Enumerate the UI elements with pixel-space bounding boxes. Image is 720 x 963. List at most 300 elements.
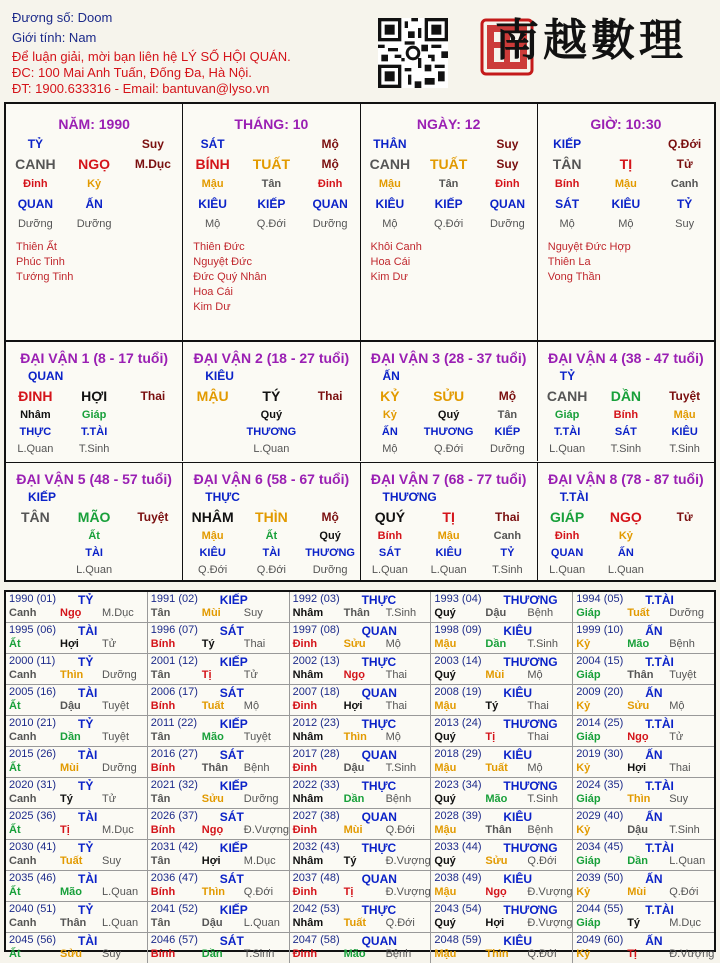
dai-van-can: TÂN xyxy=(20,509,50,525)
dai-van-cell[interactable] xyxy=(6,342,183,461)
dai-van-cell[interactable] xyxy=(183,463,360,582)
pillar-cell: Bính xyxy=(554,178,580,190)
dai-van-hidden-row xyxy=(361,406,537,423)
year-label: 2049 (60) xyxy=(576,934,624,946)
pillar-cell: Mộ xyxy=(321,137,339,151)
year-row xyxy=(6,933,714,963)
pillar-title: GIỜ: 10:30 xyxy=(590,116,662,132)
year-star: KIÊU xyxy=(503,810,533,824)
year-cell[interactable] xyxy=(573,716,714,746)
year-life: Thai xyxy=(385,669,407,681)
year-star: THƯƠNG xyxy=(503,593,558,607)
year-can: Đinh xyxy=(292,638,318,650)
year-cell[interactable] xyxy=(290,685,432,715)
phone-email-line[interactable]: ĐT: 1900.633316 - Email: bantuvan@lyso.vn xyxy=(12,81,270,96)
dai-van-cell[interactable] xyxy=(6,463,183,582)
star-item: Nguyệt Đức xyxy=(193,256,252,268)
year-cell[interactable] xyxy=(431,685,573,715)
dai-van-chi: NGỌ xyxy=(609,509,642,525)
year-star: QUAN xyxy=(361,872,397,886)
year-life: Mộ xyxy=(385,731,401,743)
dai-van-chi: HỢI xyxy=(81,388,108,404)
year-cell[interactable] xyxy=(6,716,148,746)
year-cell[interactable] xyxy=(290,809,432,839)
year-cell[interactable] xyxy=(290,747,432,777)
dai-van-chi: TỊ xyxy=(442,509,455,525)
year-life: Bệnh xyxy=(385,793,412,805)
year-star: ẤN xyxy=(645,872,663,886)
year-can: Mậu xyxy=(434,824,457,836)
year-cell[interactable] xyxy=(573,871,714,901)
year-life: Suy xyxy=(669,793,689,805)
pillar-column xyxy=(361,104,538,340)
dai-van-cell[interactable] xyxy=(361,463,538,582)
year-can: Giáp xyxy=(576,607,601,619)
dai-van-life: Tử xyxy=(676,510,693,524)
dai-van-life: Thai xyxy=(317,389,343,403)
year-cell[interactable] xyxy=(573,623,714,653)
address-line: ĐC: 100 Mai Anh Tuấn, Đống Đa, Hà Nội. xyxy=(12,65,252,80)
dai-van-chi: DẦN xyxy=(610,388,642,404)
year-label: 1999 (10) xyxy=(576,624,624,636)
year-life: Tuyệt xyxy=(102,700,130,712)
year-cell[interactable] xyxy=(431,592,573,622)
year-chi: Tị xyxy=(343,886,354,898)
year-chi: Tuất xyxy=(343,917,366,929)
year-chi: Sửu xyxy=(485,855,508,867)
year-cell[interactable] xyxy=(148,747,290,777)
pillar-cell: THÂN xyxy=(373,137,407,151)
year-cell[interactable] xyxy=(6,809,148,839)
year-can: Ất xyxy=(9,762,21,774)
year-star: THỰC xyxy=(361,717,397,731)
dai-van-hidden-row xyxy=(361,423,537,440)
year-star: T.TÀI xyxy=(645,655,674,669)
year-cell[interactable] xyxy=(573,592,714,622)
year-star: THƯƠNG xyxy=(503,779,558,793)
year-chi: Tị xyxy=(201,669,212,681)
year-life: T.Sinh xyxy=(527,638,558,650)
year-star: KIÊU xyxy=(503,624,533,638)
year-row xyxy=(6,840,714,871)
dai-van-hidden: Quý xyxy=(437,408,460,421)
year-life: Suy xyxy=(102,948,121,960)
pillar-cell: KIẾP xyxy=(257,197,286,211)
dai-van-hidden: KIÊU xyxy=(199,546,226,559)
pillar-cell: TUẤT xyxy=(429,156,468,172)
qr-code-icon[interactable] xyxy=(378,18,448,88)
pillar-cell: CANH xyxy=(15,156,56,172)
year-star: SÁT xyxy=(219,686,244,700)
year-chi: Hợi xyxy=(201,855,221,867)
year-life: Thai xyxy=(527,700,549,712)
year-can: Giáp xyxy=(576,855,601,867)
year-chi: Dần xyxy=(201,948,223,960)
year-cell[interactable] xyxy=(573,747,714,777)
year-label: 1998 (09) xyxy=(434,624,482,636)
dai-van-hidden: L.Quan xyxy=(76,563,113,576)
year-cell[interactable] xyxy=(148,592,290,622)
dai-van-hidden-row xyxy=(538,544,714,561)
pillar-cell: Mộ xyxy=(382,218,398,230)
year-label: 2026 (37) xyxy=(150,810,198,822)
pillar-row xyxy=(538,214,714,234)
year-life: Mộ xyxy=(243,700,260,712)
dai-van-hidden-row xyxy=(183,544,359,561)
year-life: Mộ xyxy=(385,638,401,650)
year-label: 1990 (01) xyxy=(9,593,57,605)
year-can: Mậu xyxy=(434,762,457,774)
year-life: Q.Đới xyxy=(527,855,557,867)
year-star: THƯƠNG xyxy=(503,717,558,731)
year-can: Quý xyxy=(434,917,456,929)
year-cell[interactable] xyxy=(290,840,432,870)
dai-van-hidden: Giáp xyxy=(554,408,580,421)
year-can: Nhâm xyxy=(292,793,324,805)
pillar-row xyxy=(6,194,182,214)
dai-van-hidden: Dưỡng xyxy=(489,442,525,455)
year-cell[interactable] xyxy=(148,902,290,932)
dai-van-chi: SỬU xyxy=(433,388,465,404)
year-can: Mậu xyxy=(434,948,457,960)
year-label: 1993 (04) xyxy=(434,593,482,605)
year-can: Ất xyxy=(9,948,21,960)
pillar-cell: Tân xyxy=(438,178,459,190)
year-life: Suy xyxy=(102,855,121,867)
pillar-stars xyxy=(361,240,537,285)
year-chi: Dậu xyxy=(627,824,648,836)
year-chi: Tý xyxy=(201,638,215,650)
dai-van-star-row xyxy=(538,487,714,507)
year-cell[interactable] xyxy=(148,871,290,901)
year-chi: Mão xyxy=(485,793,508,805)
year-cell[interactable] xyxy=(148,809,290,839)
year-can: Kỷ xyxy=(576,948,591,960)
year-label: 2032 (43) xyxy=(292,841,340,853)
year-cell[interactable] xyxy=(431,809,573,839)
year-life: Tử xyxy=(669,731,684,743)
year-label: 2002 (13) xyxy=(292,655,340,667)
year-cell[interactable] xyxy=(573,933,714,963)
pillar-row xyxy=(183,174,359,194)
year-life: T.Sinh xyxy=(385,762,417,774)
year-life: Dưỡng xyxy=(669,607,704,619)
dai-van-hidden: Tân xyxy=(497,408,518,421)
year-cell[interactable] xyxy=(290,654,432,684)
dai-van-cell[interactable] xyxy=(538,342,714,461)
year-cell[interactable] xyxy=(6,623,148,653)
year-star: SÁT xyxy=(219,624,244,638)
year-chi: Dần xyxy=(343,793,365,805)
year-cell[interactable] xyxy=(431,902,573,932)
year-cell[interactable] xyxy=(148,623,290,653)
year-star: THỰC xyxy=(361,903,397,917)
pillar-stars xyxy=(6,240,182,285)
year-label: 2047 (58) xyxy=(292,934,340,946)
header xyxy=(0,0,720,100)
year-can: Bính xyxy=(150,638,176,650)
dai-van-hidden-row xyxy=(361,544,537,561)
year-can: Bính xyxy=(150,700,176,712)
dai-van-hidden: TÀI xyxy=(262,546,281,559)
year-chi: Thân xyxy=(201,762,229,774)
pillar-cell: QUAN xyxy=(17,197,54,211)
pillar-cell: QUAN xyxy=(312,197,348,211)
pillar-row xyxy=(6,154,182,174)
year-star: THƯƠNG xyxy=(503,903,558,917)
annual-luck-table xyxy=(4,590,716,960)
pillar-row xyxy=(183,154,359,174)
dai-van-hidden: Kỷ xyxy=(618,529,633,542)
year-chi: Thân xyxy=(343,607,370,619)
pillar-cell: ẤN xyxy=(85,197,103,211)
year-life: Q.Đới xyxy=(385,917,415,929)
pillar-cell: TỶ xyxy=(27,137,44,151)
year-cell[interactable] xyxy=(6,778,148,808)
year-label: 2017 (28) xyxy=(292,748,340,760)
star-item: Vong Thần xyxy=(547,271,601,283)
pillar-cell: Mậu xyxy=(614,178,637,190)
year-row xyxy=(6,685,714,716)
year-chi: Dậu xyxy=(201,917,223,929)
dai-van-hidden-row xyxy=(183,561,359,578)
year-cell[interactable] xyxy=(573,654,714,684)
year-star: KIÊU xyxy=(503,872,533,886)
dai-van-life: Mộ xyxy=(498,389,517,403)
star-item: Đức Quý Nhân xyxy=(193,271,267,283)
year-cell[interactable] xyxy=(290,871,432,901)
year-can: Giáp xyxy=(576,669,601,681)
year-label: 2014 (25) xyxy=(576,717,624,729)
year-cell[interactable] xyxy=(431,716,573,746)
year-life: T.Sinh xyxy=(669,824,700,836)
year-can: Tân xyxy=(150,607,171,619)
pillar-cell: Mộ xyxy=(618,218,634,230)
dai-van-cell[interactable] xyxy=(538,463,714,582)
year-cell[interactable] xyxy=(148,933,290,963)
year-cell[interactable] xyxy=(431,778,573,808)
pillar-cell: Tử xyxy=(676,157,693,171)
year-cell[interactable] xyxy=(6,902,148,932)
pillar-title: THÁNG: 10 xyxy=(234,116,309,132)
year-can: Ất xyxy=(9,824,21,836)
year-label: 2027 (38) xyxy=(292,810,340,822)
dai-van-hidden: Q.Đới xyxy=(434,442,464,455)
year-cell[interactable] xyxy=(148,685,290,715)
year-label: 2007 (18) xyxy=(292,686,340,698)
pillar-cell: KIÊU xyxy=(198,197,227,211)
pillar-stars xyxy=(183,240,359,315)
year-star: THỰC xyxy=(361,779,397,793)
year-life: Tử xyxy=(102,793,117,805)
year-label: 2025 (36) xyxy=(9,810,57,822)
year-cell[interactable] xyxy=(6,933,148,963)
year-can: Giáp xyxy=(576,793,601,805)
year-chi: Tý xyxy=(60,793,73,805)
dai-van-life: Thai xyxy=(495,510,520,524)
year-cell[interactable] xyxy=(290,716,432,746)
year-cell[interactable] xyxy=(431,840,573,870)
dai-van-hidden-row xyxy=(361,527,537,544)
dai-van-title: ĐẠI VẬN 2 (18 - 27 tuổi) xyxy=(193,350,350,366)
pillar-title: NĂM: 1990 xyxy=(58,116,130,132)
year-label: 1994 (05) xyxy=(576,593,624,605)
year-cell[interactable] xyxy=(573,809,714,839)
year-life: Đ.Vượng xyxy=(527,886,573,898)
year-label: 1997 (08) xyxy=(292,624,340,636)
pillar-cell: Mộ xyxy=(559,218,575,230)
year-row xyxy=(6,623,714,654)
year-life: M.Dục xyxy=(102,607,134,619)
year-cell[interactable] xyxy=(431,623,573,653)
year-cell[interactable] xyxy=(6,592,148,622)
year-can: Kỷ xyxy=(576,638,591,650)
dai-van-hidden: L.Quan xyxy=(371,563,408,576)
year-cell[interactable] xyxy=(431,933,573,963)
pillar-cell: Q.Đới xyxy=(256,218,286,230)
year-cell[interactable] xyxy=(6,747,148,777)
year-label: 2013 (24) xyxy=(434,717,482,729)
year-can: Kỷ xyxy=(576,824,591,836)
year-cell[interactable] xyxy=(431,747,573,777)
year-star: THỰC xyxy=(361,593,397,607)
year-star: T.TÀI xyxy=(645,841,674,855)
dai-van-hidden: Bính xyxy=(377,529,403,542)
year-label: 2044 (55) xyxy=(576,903,624,915)
pillar-cell: NGỌ xyxy=(78,156,111,172)
year-cell[interactable] xyxy=(431,871,573,901)
year-cell[interactable] xyxy=(573,840,714,870)
year-label: 2038 (49) xyxy=(434,872,482,884)
year-cell[interactable] xyxy=(573,778,714,808)
dai-van-hidden: L.Quan xyxy=(17,442,54,455)
dai-van-hidden-row xyxy=(183,423,359,440)
year-chi: Sửu xyxy=(60,948,83,960)
year-cell[interactable] xyxy=(290,623,432,653)
year-cell[interactable] xyxy=(573,902,714,932)
year-life: Q.Đới xyxy=(527,948,557,960)
dai-van-hidden: THƯƠNG xyxy=(423,425,474,438)
year-cell[interactable] xyxy=(290,933,432,963)
pillar-cell: Suy xyxy=(496,157,519,171)
year-chi: Tị xyxy=(627,948,637,960)
year-star: SÁT xyxy=(219,810,244,824)
pillar-row xyxy=(6,214,182,234)
year-cell[interactable] xyxy=(148,654,290,684)
dai-van-hidden: T.Sinh xyxy=(78,442,110,455)
year-row xyxy=(6,809,714,840)
year-life: Đ.Vượng xyxy=(669,948,715,960)
year-cell[interactable] xyxy=(6,654,148,684)
dai-van-cell[interactable] xyxy=(361,342,538,461)
year-life: Bệnh xyxy=(385,948,412,960)
year-chi: Thân xyxy=(627,669,654,681)
year-can: Giáp xyxy=(576,917,601,929)
dai-van-hidden-row xyxy=(538,527,714,544)
year-star: SÁT xyxy=(219,934,244,948)
year-cell[interactable] xyxy=(6,685,148,715)
dai-van-hidden: THỰC xyxy=(19,425,52,438)
year-chi: Thìn xyxy=(485,948,509,960)
year-chi: Hợi xyxy=(343,700,363,712)
dai-van-star-row xyxy=(6,487,182,507)
dai-van-main-row xyxy=(538,386,714,406)
year-label: 2016 (27) xyxy=(150,748,198,760)
year-star: QUAN xyxy=(361,934,397,948)
year-label: 2011 (22) xyxy=(150,717,198,729)
pillar-cell: Mậu xyxy=(378,178,401,190)
pillar-cell: SÁT xyxy=(200,137,225,151)
dai-van-cell[interactable] xyxy=(183,342,360,461)
year-star: TỶ xyxy=(78,779,94,793)
year-cell[interactable] xyxy=(573,685,714,715)
year-label: 2039 (50) xyxy=(576,872,624,884)
year-label: 2041 (52) xyxy=(150,903,198,915)
year-can: Ất xyxy=(9,638,21,650)
pillar-cell: Kỷ xyxy=(87,178,102,190)
year-life: M.Dục xyxy=(669,917,701,929)
year-life: Mộ xyxy=(669,700,685,712)
year-life: Bệnh xyxy=(527,824,554,836)
dai-van-hidden: T.TÀI xyxy=(80,425,108,438)
dai-van-can: CANH xyxy=(546,388,588,404)
year-star: TÀI xyxy=(78,748,98,762)
year-can: Nhâm xyxy=(292,731,324,743)
pillar-cell: Mộ xyxy=(204,218,221,230)
year-cell[interactable] xyxy=(290,902,432,932)
year-cell[interactable] xyxy=(6,840,148,870)
year-star: SÁT xyxy=(219,872,244,886)
year-cell[interactable] xyxy=(148,840,290,870)
pillar-cell: KIẾP xyxy=(553,137,582,151)
year-life: Đ.Vượng xyxy=(243,824,289,836)
pillar-row xyxy=(183,134,359,154)
year-can: Bính xyxy=(150,886,176,898)
year-cell[interactable] xyxy=(148,716,290,746)
year-chi: Tuất xyxy=(60,855,83,867)
dai-van-hidden-row xyxy=(6,544,182,561)
pillar-cell: Dưỡng xyxy=(312,218,348,230)
dai-van-hidden: Quý xyxy=(260,408,283,421)
year-row xyxy=(6,871,714,902)
dai-van-hidden: L.Quan xyxy=(549,563,586,576)
year-cell[interactable] xyxy=(148,778,290,808)
pillar-cell: Suy xyxy=(675,218,695,230)
year-life: Thai xyxy=(527,731,549,743)
year-can: Canh xyxy=(9,669,37,681)
year-cell[interactable] xyxy=(431,654,573,684)
dai-van-hidden: Dưỡng xyxy=(312,563,348,576)
year-cell[interactable] xyxy=(290,592,432,622)
dai-van-hidden: Q.Đới xyxy=(256,563,286,576)
year-label: 2010 (21) xyxy=(9,717,57,729)
year-chi: Dậu xyxy=(343,762,365,774)
year-chi: Mùi xyxy=(485,669,505,681)
year-chi: Ngọ xyxy=(60,607,82,619)
year-cell[interactable] xyxy=(6,871,148,901)
year-chi: Tị xyxy=(485,731,496,743)
year-can: Canh xyxy=(9,855,37,867)
year-chi: Mão xyxy=(201,731,224,743)
year-cell[interactable] xyxy=(290,778,432,808)
year-row xyxy=(6,592,714,623)
year-life: Bệnh xyxy=(243,762,270,774)
year-star: ẤN xyxy=(645,686,663,700)
dai-van-hidden: T.TÀI xyxy=(553,425,581,438)
dai-van-hidden: T.Sinh xyxy=(669,442,700,455)
year-chi: Ngọ xyxy=(201,824,224,836)
year-row xyxy=(6,902,714,933)
